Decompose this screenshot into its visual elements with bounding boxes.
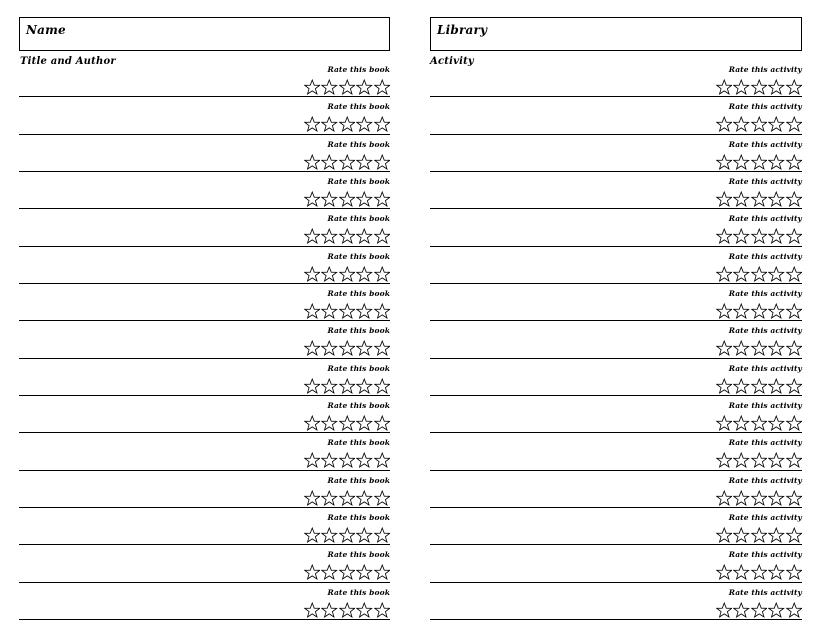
rate-book-label: Rate this book xyxy=(327,401,390,411)
activity-row[interactable] xyxy=(430,321,802,358)
star-outline-icon[interactable] xyxy=(786,303,803,320)
book-row[interactable] xyxy=(19,433,390,470)
activity-row[interactable] xyxy=(430,247,802,284)
activity-row[interactable] xyxy=(430,97,802,134)
book-row[interactable] xyxy=(19,545,390,582)
star-outline-icon[interactable] xyxy=(356,490,373,507)
star-outline-icon[interactable] xyxy=(304,490,321,507)
star-outline-icon[interactable] xyxy=(768,154,785,171)
book-row[interactable] xyxy=(19,321,390,358)
rate-activity-label: Rate this activity xyxy=(728,139,802,149)
star-outline-icon[interactable] xyxy=(716,378,733,395)
star-outline-icon[interactable] xyxy=(304,452,321,469)
star-rating xyxy=(716,564,803,581)
star-outline-icon[interactable] xyxy=(374,415,391,432)
star-rating xyxy=(304,228,391,245)
star-outline-icon[interactable] xyxy=(356,228,373,245)
book-row[interactable] xyxy=(19,172,390,209)
title-and-author-heading: Title and Author xyxy=(20,56,116,67)
star-outline-icon[interactable] xyxy=(374,527,391,544)
star-outline-icon[interactable] xyxy=(304,79,321,96)
star-outline-icon[interactable] xyxy=(321,378,338,395)
activity-row[interactable] xyxy=(430,545,802,582)
star-outline-icon[interactable] xyxy=(716,490,733,507)
star-outline-icon[interactable] xyxy=(304,602,321,619)
star-outline-icon[interactable] xyxy=(339,378,356,395)
star-outline-icon[interactable] xyxy=(768,378,785,395)
star-outline-icon[interactable] xyxy=(716,79,733,96)
star-outline-icon[interactable] xyxy=(716,154,733,171)
star-outline-icon[interactable] xyxy=(374,340,391,357)
star-outline-icon[interactable] xyxy=(716,266,733,283)
star-rating xyxy=(304,116,391,133)
star-rating xyxy=(716,602,803,619)
rate-book-label: Rate this book xyxy=(327,177,390,187)
star-outline-icon[interactable] xyxy=(751,490,768,507)
star-outline-icon[interactable] xyxy=(786,602,803,619)
activity-list xyxy=(430,60,802,620)
rate-book-label: Rate this book xyxy=(327,251,390,261)
star-outline-icon[interactable] xyxy=(304,415,321,432)
star-rating xyxy=(716,452,803,469)
star-outline-icon[interactable] xyxy=(768,490,785,507)
star-outline-icon[interactable] xyxy=(786,266,803,283)
star-outline-icon[interactable] xyxy=(751,452,768,469)
book-row[interactable] xyxy=(19,508,390,545)
star-outline-icon[interactable] xyxy=(321,79,338,96)
star-outline-icon[interactable] xyxy=(339,154,356,171)
star-outline-icon[interactable] xyxy=(751,378,768,395)
star-outline-icon[interactable] xyxy=(786,452,803,469)
activity-row[interactable] xyxy=(430,60,802,97)
star-outline-icon[interactable] xyxy=(733,527,750,544)
rate-activity-label: Rate this activity xyxy=(728,401,802,411)
star-rating xyxy=(304,490,391,507)
star-outline-icon[interactable] xyxy=(786,527,803,544)
rate-activity-label: Rate this activity xyxy=(728,438,802,448)
star-outline-icon[interactable] xyxy=(733,340,750,357)
star-outline-icon[interactable] xyxy=(339,564,356,581)
star-outline-icon[interactable] xyxy=(374,154,391,171)
star-outline-icon[interactable] xyxy=(733,266,750,283)
star-outline-icon[interactable] xyxy=(339,415,356,432)
star-outline-icon[interactable] xyxy=(356,378,373,395)
rate-book-label: Rate this book xyxy=(327,326,390,336)
star-outline-icon[interactable] xyxy=(716,564,733,581)
rate-book-label: Rate this book xyxy=(327,214,390,224)
star-outline-icon[interactable] xyxy=(304,191,321,208)
star-outline-icon[interactable] xyxy=(374,79,391,96)
star-outline-icon[interactable] xyxy=(374,266,391,283)
star-outline-icon[interactable] xyxy=(339,490,356,507)
name-label: Name xyxy=(26,23,66,37)
rate-activity-label: Rate this activity xyxy=(728,102,802,112)
star-outline-icon[interactable] xyxy=(304,266,321,283)
star-rating xyxy=(716,266,803,283)
rate-activity-label: Rate this activity xyxy=(728,326,802,336)
library-label: Library xyxy=(437,23,488,37)
star-outline-icon[interactable] xyxy=(786,490,803,507)
rate-activity-label: Rate this activity xyxy=(728,251,802,261)
star-outline-icon[interactable] xyxy=(751,266,768,283)
star-outline-icon[interactable] xyxy=(768,452,785,469)
activity-row[interactable] xyxy=(430,396,802,433)
star-outline-icon[interactable] xyxy=(768,191,785,208)
star-rating xyxy=(716,154,803,171)
star-outline-icon[interactable] xyxy=(321,490,338,507)
star-outline-icon[interactable] xyxy=(356,340,373,357)
rate-book-label: Rate this book xyxy=(327,363,390,373)
star-outline-icon[interactable] xyxy=(768,527,785,544)
star-outline-icon[interactable] xyxy=(321,303,338,320)
star-outline-icon[interactable] xyxy=(716,415,733,432)
star-outline-icon[interactable] xyxy=(321,602,338,619)
star-outline-icon[interactable] xyxy=(751,191,768,208)
star-outline-icon[interactable] xyxy=(356,116,373,133)
star-outline-icon[interactable] xyxy=(716,116,733,133)
star-outline-icon[interactable] xyxy=(733,79,750,96)
book-row[interactable] xyxy=(19,583,390,620)
star-outline-icon[interactable] xyxy=(768,602,785,619)
star-outline-icon[interactable] xyxy=(786,378,803,395)
rate-activity-label: Rate this activity xyxy=(728,513,802,523)
rate-activity-label: Rate this activity xyxy=(728,177,802,187)
star-outline-icon[interactable] xyxy=(751,415,768,432)
star-outline-icon[interactable] xyxy=(321,228,338,245)
rate-book-label: Rate this book xyxy=(327,102,390,112)
star-outline-icon[interactable] xyxy=(356,602,373,619)
star-outline-icon[interactable] xyxy=(733,116,750,133)
star-outline-icon[interactable] xyxy=(751,228,768,245)
rate-activity-label: Rate this activity xyxy=(728,363,802,373)
star-outline-icon[interactable] xyxy=(768,116,785,133)
star-outline-icon[interactable] xyxy=(374,378,391,395)
name-field[interactable] xyxy=(19,17,390,51)
star-outline-icon[interactable] xyxy=(786,116,803,133)
activity-row[interactable] xyxy=(430,209,802,246)
activity-row[interactable] xyxy=(430,508,802,545)
star-outline-icon[interactable] xyxy=(733,490,750,507)
star-outline-icon[interactable] xyxy=(374,452,391,469)
rate-activity-label: Rate this activity xyxy=(728,475,802,485)
star-outline-icon[interactable] xyxy=(339,266,356,283)
activity-row[interactable] xyxy=(430,471,802,508)
star-outline-icon[interactable] xyxy=(786,564,803,581)
star-outline-icon[interactable] xyxy=(339,191,356,208)
star-outline-icon[interactable] xyxy=(374,228,391,245)
star-outline-icon[interactable] xyxy=(733,415,750,432)
rate-activity-label: Rate this activity xyxy=(728,550,802,560)
star-outline-icon[interactable] xyxy=(321,452,338,469)
star-rating xyxy=(304,564,391,581)
activity-row[interactable] xyxy=(430,583,802,620)
star-outline-icon[interactable] xyxy=(339,527,356,544)
star-outline-icon[interactable] xyxy=(304,564,321,581)
star-outline-icon[interactable] xyxy=(786,228,803,245)
rate-activity-label: Rate this activity xyxy=(728,289,802,299)
star-outline-icon[interactable] xyxy=(733,303,750,320)
star-rating xyxy=(304,154,391,171)
star-outline-icon[interactable] xyxy=(733,191,750,208)
star-outline-icon[interactable] xyxy=(768,266,785,283)
library-field[interactable] xyxy=(430,17,802,51)
rate-book-label: Rate this book xyxy=(327,438,390,448)
star-rating xyxy=(716,228,803,245)
star-rating xyxy=(304,79,391,96)
star-outline-icon[interactable] xyxy=(733,228,750,245)
star-rating xyxy=(716,378,803,395)
star-outline-icon[interactable] xyxy=(321,266,338,283)
star-outline-icon[interactable] xyxy=(321,415,338,432)
star-outline-icon[interactable] xyxy=(751,602,768,619)
book-row[interactable] xyxy=(19,247,390,284)
star-outline-icon[interactable] xyxy=(374,116,391,133)
star-outline-icon[interactable] xyxy=(356,79,373,96)
star-outline-icon[interactable] xyxy=(786,340,803,357)
star-outline-icon[interactable] xyxy=(339,303,356,320)
book-row[interactable] xyxy=(19,396,390,433)
rate-activity-label: Rate this activity xyxy=(728,587,802,597)
star-outline-icon[interactable] xyxy=(321,527,338,544)
star-outline-icon[interactable] xyxy=(733,154,750,171)
star-outline-icon[interactable] xyxy=(321,564,338,581)
star-outline-icon[interactable] xyxy=(339,228,356,245)
star-outline-icon[interactable] xyxy=(716,303,733,320)
star-outline-icon[interactable] xyxy=(304,228,321,245)
star-outline-icon[interactable] xyxy=(304,340,321,357)
star-outline-icon[interactable] xyxy=(786,79,803,96)
activity-row[interactable] xyxy=(430,135,802,172)
rate-book-label: Rate this book xyxy=(327,65,390,74)
star-rating xyxy=(304,415,391,432)
star-outline-icon[interactable] xyxy=(321,116,338,133)
star-outline-icon[interactable] xyxy=(321,340,338,357)
star-outline-icon[interactable] xyxy=(374,490,391,507)
star-rating xyxy=(716,303,803,320)
star-rating xyxy=(716,191,803,208)
rate-activity-label: Rate this activity xyxy=(728,65,802,74)
star-outline-icon[interactable] xyxy=(786,191,803,208)
star-outline-icon[interactable] xyxy=(716,527,733,544)
star-outline-icon[interactable] xyxy=(733,452,750,469)
activity-row[interactable] xyxy=(430,433,802,470)
star-outline-icon[interactable] xyxy=(339,79,356,96)
star-rating xyxy=(304,527,391,544)
star-outline-icon[interactable] xyxy=(321,154,338,171)
star-outline-icon[interactable] xyxy=(716,452,733,469)
star-outline-icon[interactable] xyxy=(768,564,785,581)
star-outline-icon[interactable] xyxy=(751,527,768,544)
star-outline-icon[interactable] xyxy=(716,228,733,245)
rate-activity-label: Rate this activity xyxy=(728,214,802,224)
book-row[interactable] xyxy=(19,209,390,246)
star-outline-icon[interactable] xyxy=(733,378,750,395)
star-rating xyxy=(716,116,803,133)
star-outline-icon[interactable] xyxy=(768,340,785,357)
star-rating xyxy=(304,378,391,395)
book-row[interactable] xyxy=(19,135,390,172)
book-row[interactable] xyxy=(19,359,390,396)
star-outline-icon[interactable] xyxy=(304,378,321,395)
star-outline-icon[interactable] xyxy=(356,564,373,581)
star-outline-icon[interactable] xyxy=(786,415,803,432)
star-outline-icon[interactable] xyxy=(751,303,768,320)
star-rating xyxy=(716,79,803,96)
rate-book-label: Rate this book xyxy=(327,513,390,523)
star-outline-icon[interactable] xyxy=(356,527,373,544)
star-outline-icon[interactable] xyxy=(751,154,768,171)
star-rating xyxy=(304,602,391,619)
star-rating xyxy=(304,340,391,357)
book-row[interactable] xyxy=(19,97,390,134)
star-outline-icon[interactable] xyxy=(356,191,373,208)
star-outline-icon[interactable] xyxy=(751,79,768,96)
star-outline-icon[interactable] xyxy=(339,116,356,133)
rate-book-label: Rate this book xyxy=(327,550,390,560)
star-outline-icon[interactable] xyxy=(304,527,321,544)
star-outline-icon[interactable] xyxy=(374,602,391,619)
star-outline-icon[interactable] xyxy=(304,303,321,320)
star-outline-icon[interactable] xyxy=(374,303,391,320)
star-outline-icon[interactable] xyxy=(356,415,373,432)
activity-heading: Activity xyxy=(430,56,474,67)
star-rating xyxy=(716,490,803,507)
activity-row[interactable] xyxy=(430,359,802,396)
star-outline-icon[interactable] xyxy=(321,191,338,208)
star-outline-icon[interactable] xyxy=(768,79,785,96)
star-rating xyxy=(716,340,803,357)
star-rating xyxy=(716,415,803,432)
star-outline-icon[interactable] xyxy=(768,415,785,432)
rate-book-label: Rate this book xyxy=(327,139,390,149)
star-outline-icon[interactable] xyxy=(716,340,733,357)
star-rating xyxy=(304,191,391,208)
star-outline-icon[interactable] xyxy=(374,191,391,208)
rate-book-label: Rate this book xyxy=(327,587,390,597)
star-outline-icon[interactable] xyxy=(356,266,373,283)
star-outline-icon[interactable] xyxy=(356,303,373,320)
book-row[interactable] xyxy=(19,60,390,97)
star-rating xyxy=(716,527,803,544)
star-outline-icon[interactable] xyxy=(304,154,321,171)
activity-row[interactable] xyxy=(430,284,802,321)
star-outline-icon[interactable] xyxy=(751,340,768,357)
star-outline-icon[interactable] xyxy=(716,191,733,208)
star-outline-icon[interactable] xyxy=(768,228,785,245)
activity-row[interactable] xyxy=(430,172,802,209)
star-outline-icon[interactable] xyxy=(786,154,803,171)
star-outline-icon[interactable] xyxy=(733,602,750,619)
star-rating xyxy=(304,266,391,283)
book-list xyxy=(19,60,390,620)
star-rating xyxy=(304,303,391,320)
rate-book-label: Rate this book xyxy=(327,289,390,299)
book-row[interactable] xyxy=(19,284,390,321)
rate-book-label: Rate this book xyxy=(327,475,390,485)
star-outline-icon[interactable] xyxy=(751,564,768,581)
star-outline-icon[interactable] xyxy=(356,154,373,171)
star-outline-icon[interactable] xyxy=(716,602,733,619)
star-outline-icon[interactable] xyxy=(339,452,356,469)
star-outline-icon[interactable] xyxy=(733,564,750,581)
star-outline-icon[interactable] xyxy=(356,452,373,469)
star-outline-icon[interactable] xyxy=(768,303,785,320)
star-outline-icon[interactable] xyxy=(339,340,356,357)
book-row[interactable] xyxy=(19,471,390,508)
star-outline-icon[interactable] xyxy=(304,116,321,133)
star-outline-icon[interactable] xyxy=(751,116,768,133)
star-outline-icon[interactable] xyxy=(374,564,391,581)
star-outline-icon[interactable] xyxy=(339,602,356,619)
star-rating xyxy=(304,452,391,469)
